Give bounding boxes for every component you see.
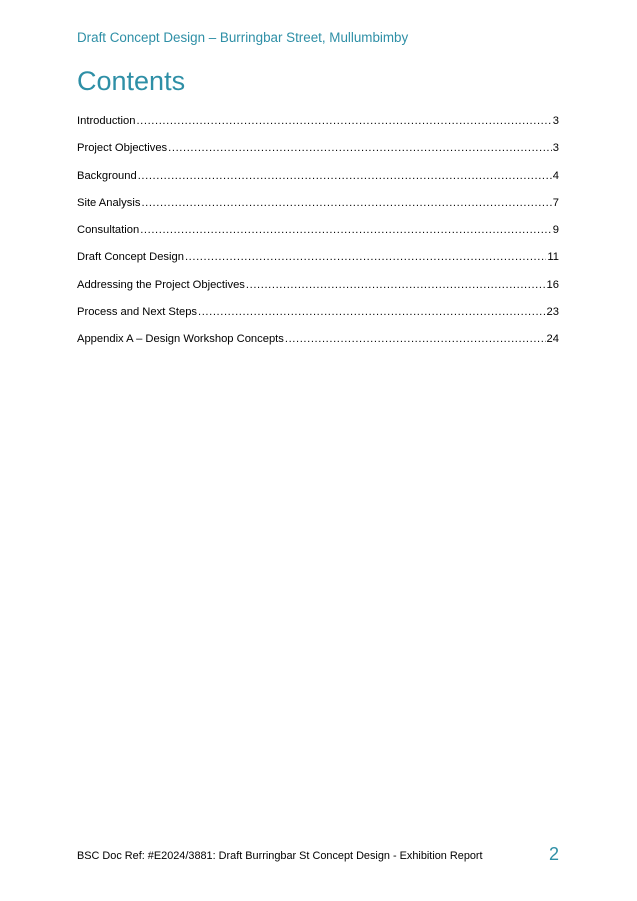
dot-leader (136, 115, 551, 127)
toc-entry-addressing-objectives[interactable] (77, 279, 559, 306)
toc-entry-title: Consultation (77, 224, 140, 237)
toc-entry-page: 16 (546, 278, 559, 291)
toc-entry-page: 23 (546, 306, 559, 319)
toc-entry-consultation[interactable] (77, 224, 559, 251)
toc-entry-background[interactable] (77, 170, 559, 197)
toc-entry-title: Introduction (77, 115, 136, 127)
toc-entry-title: Addressing the Project Objectives (77, 278, 245, 291)
toc-entry-title: Background (77, 169, 137, 182)
toc-entry-site-analysis[interactable] (77, 197, 559, 224)
dot-leader (285, 333, 546, 345)
toc-entry-introduction[interactable] (77, 115, 559, 142)
toc-entry-page: 11 (547, 251, 559, 264)
toc-entry-title: Site Analysis (77, 196, 141, 209)
toc-entry-page: 9 (552, 224, 559, 237)
footer-doc-ref: BSC Doc Ref: #E2024/3881: Draft Burringbar St Concept Design - Exhibition Report (77, 850, 483, 862)
dot-leader (198, 306, 546, 318)
dot-leader (168, 142, 552, 154)
toc-entry-page: 7 (552, 196, 559, 209)
toc-entry-title: Draft Concept Design (77, 251, 184, 264)
toc-entry-page: 24 (546, 333, 559, 346)
table-of-contents (77, 115, 559, 361)
toc-entry-title: Appendix A – Design Workshop Concepts (77, 333, 284, 346)
toc-entry-page: 4 (552, 169, 559, 182)
dot-leader (138, 170, 552, 182)
dot-leader (140, 224, 552, 236)
toc-entry-draft-concept-design[interactable] (77, 251, 559, 278)
toc-entry-title: Project Objectives (77, 142, 168, 155)
toc-entry-title: Process and Next Steps (77, 306, 198, 319)
dot-leader (246, 279, 546, 291)
page-number: 2 (548, 844, 559, 864)
dot-leader (185, 251, 546, 263)
dot-leader (141, 197, 551, 209)
toc-entry-process-next-steps[interactable] (77, 306, 559, 333)
toc-entry-page: 3 (552, 142, 559, 155)
toc-entry-page: 3 (552, 115, 559, 127)
toc-entry-project-objectives[interactable] (77, 142, 559, 169)
running-header: Draft Concept Design – Burringbar Street, Mullumbimby (77, 30, 409, 45)
toc-entry-appendix-a[interactable] (77, 333, 559, 360)
page-title: Contents (77, 66, 186, 96)
